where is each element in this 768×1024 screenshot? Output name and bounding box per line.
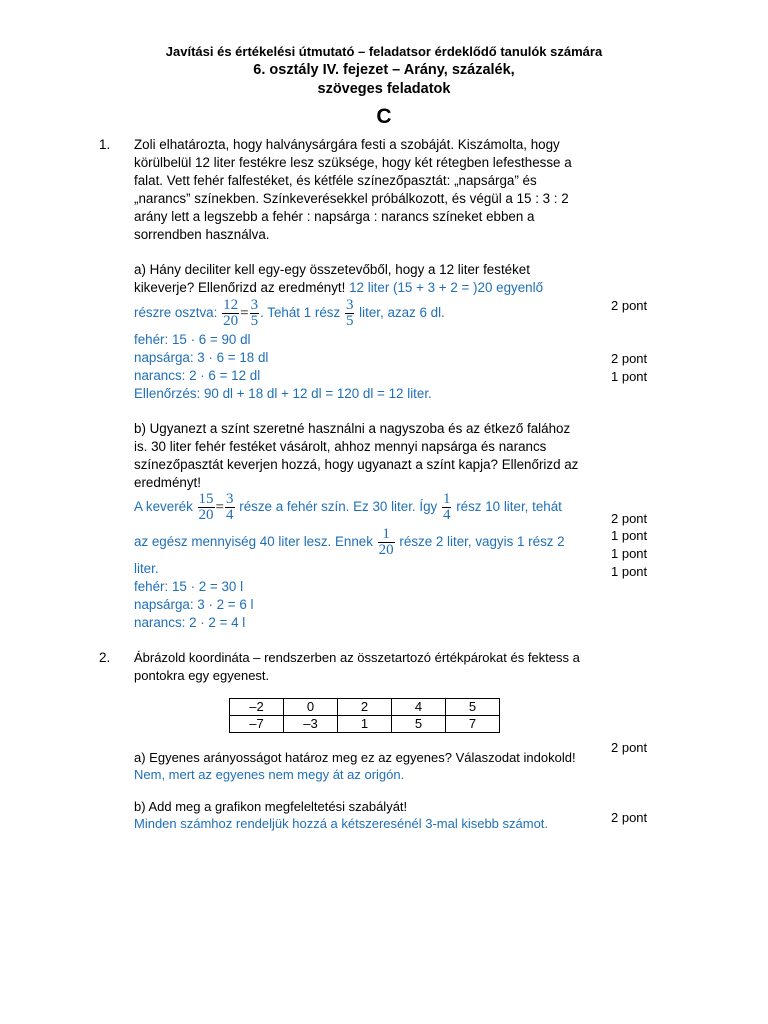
table-cell: 1 [338, 716, 392, 733]
points-label: 2 pont [611, 740, 648, 755]
question-line: a) Hány deciliter kell egy-egy összetevőből, hogy a 12 liter festéket [134, 262, 530, 277]
intro-line: sorrendben használva. [134, 227, 270, 242]
equals-sign: = [240, 305, 249, 322]
question-line: kikeverje? Ellenőrizd az eredményt! [134, 280, 346, 295]
denominator: 20 [198, 507, 214, 523]
result-line: fehér: 15 · 6 = 90 dl [134, 332, 251, 347]
result-line: napsárga: 3 · 6 = 18 dl [134, 350, 269, 365]
points-label: 1 pont [611, 369, 648, 384]
table-cell: –3 [284, 716, 338, 733]
numerator: 3 [250, 297, 259, 313]
numerator: 3 [345, 297, 354, 313]
task-1-intro [134, 136, 599, 244]
points-label: 2 pont [611, 351, 648, 366]
result-line: Ellenőrzés: 90 dl + 18 dl + 12 dl = 120 dl = 12 liter. [134, 386, 432, 401]
header-title-2: szöveges feladatok [317, 81, 451, 97]
points-label: 2 pont [611, 511, 648, 526]
task-2-intro [134, 649, 604, 685]
table-cell: 0 [284, 699, 338, 716]
numerator: 1 [442, 491, 451, 507]
result-line: napsárga: 3 · 2 = 6 l [134, 597, 254, 612]
header-letter: C [376, 105, 392, 128]
fraction-12-20 [222, 298, 239, 329]
denominator: 20 [223, 313, 239, 329]
task-2b-answer: Minden számhoz rendeljük hozzá a kétszeresénél 3-mal kisebb számot. [134, 816, 549, 831]
answer-text: 12 liter (15 + 3 + 2 = )20 egyenlő [349, 280, 544, 295]
fraction-1-4 [442, 492, 452, 523]
result-line: narancs: 2 · 2 = 4 l [134, 615, 246, 630]
answer-text: része 2 liter, vagyis 1 rész 2 [399, 534, 565, 550]
intro-line: körülbelül 12 liter festékre lesz szüksége, hogy két rétegben lefesthesse a [134, 155, 572, 170]
table-cell: –2 [230, 699, 284, 716]
task-1b-results [134, 560, 599, 632]
task-1-number: 1. [99, 137, 111, 152]
table-cell: 5 [446, 699, 500, 716]
fraction-15-20 [198, 492, 215, 523]
task-2a-answer: Nem, mert az egyenes nem megy át az origón. [134, 767, 405, 782]
task-1b-question [134, 420, 599, 492]
answer-text: az egész mennyiség 40 liter lesz. Ennek [134, 534, 373, 550]
task-1b-answer-line-1 [134, 492, 599, 523]
intro-line: arány lett a legszebb a fehér : napsárga : narancs színeket ebben a [134, 209, 535, 224]
question-line: is. 30 liter fehér festéket vásárolt, ahhoz mennyi napsárga és narancs [134, 439, 547, 454]
task-1a-answer-fraction-line [134, 298, 599, 329]
table-cell: 5 [392, 716, 446, 733]
numerator: 1 [382, 526, 390, 542]
numerator: 12 [223, 297, 239, 313]
fraction-1-20 [378, 527, 395, 558]
question-line: színezőpasztát keverjen hozzá, hogy ugyanazt a színt kapja? Ellenőrizd az [134, 457, 579, 472]
points-label: 2 pont [611, 298, 648, 313]
numerator: 3 [226, 491, 234, 507]
task-1b-answer-line-2 [134, 527, 599, 558]
header-subtitle: Javítási és értékelési útmutató – feladatsor érdeklődő tanulók számára [165, 44, 603, 59]
task-1a-results [134, 331, 599, 403]
task-2b-question: b) Add meg a grafikon megfeleltetési szabályát! [134, 799, 408, 814]
points-label: 1 pont [611, 564, 648, 579]
points-label: 1 pont [611, 528, 648, 543]
answer-text: A keverék [134, 499, 193, 515]
question-line: eredményt! [134, 475, 201, 490]
answer-text: rész 10 liter, tehát [456, 499, 562, 515]
task-2a-question: a) Egyenes arányosságot határoz meg ez az egyenes? Válaszodat indokold! [134, 750, 576, 765]
table-cell: –7 [230, 716, 284, 733]
task-2-number: 2. [99, 650, 111, 665]
intro-line: pontokra egy egyenest. [134, 668, 270, 683]
answer-text: . Tehát 1 rész [260, 305, 341, 321]
table-row [230, 716, 500, 733]
answer-text: része a fehér szín. Ez 30 liter. Így [239, 499, 438, 515]
points-label: 1 pont [611, 546, 648, 561]
fraction-3-4 [225, 492, 235, 523]
points-label: 2 pont [611, 810, 648, 825]
denominator: 4 [442, 507, 451, 523]
numerator: 15 [198, 491, 214, 507]
intro-line: Zoli elhatározta, hogy halványsárgára festi a szobáját. Kiszámolta, hogy [134, 137, 560, 152]
result-line: fehér: 15 · 2 = 30 l [134, 579, 244, 594]
answer-text: részre osztva: [134, 305, 218, 321]
intro-line: Ábrázold koordináta – rendszerben az összetartozó értékpárokat és fektess a [134, 650, 580, 665]
table-cell: 4 [392, 699, 446, 716]
table-cell: 7 [446, 716, 500, 733]
fraction-3-5 [250, 298, 260, 329]
intro-line: „narancs” színekben. Színkeverésekkel próbálkozott, és végül a 15 : 3 : 2 [134, 191, 569, 206]
value-table [229, 698, 500, 733]
result-line: narancs: 2 · 6 = 12 dl [134, 368, 261, 383]
denominator: 20 [378, 542, 394, 558]
equals-sign: = [215, 499, 225, 516]
question-line: b) Ugyanezt a színt szeretné használni a nagyszoba és az étkező falához [134, 421, 571, 436]
fraction-3-5 [345, 298, 355, 329]
result-line: liter. [134, 561, 159, 576]
table-cell: 2 [338, 699, 392, 716]
denominator: 4 [226, 507, 234, 523]
answer-text: liter, azaz 6 dl. [359, 305, 445, 321]
denominator: 5 [345, 313, 354, 329]
intro-line: falat. Vett fehér falfestéket, és kétféle színezőpasztát: „napsárga” és [134, 173, 537, 188]
header-title: 6. osztály IV. fejezet – Arány, százalék, [253, 62, 515, 78]
table-row [230, 699, 500, 716]
denominator: 5 [250, 313, 259, 329]
task-1a-question [134, 261, 599, 297]
